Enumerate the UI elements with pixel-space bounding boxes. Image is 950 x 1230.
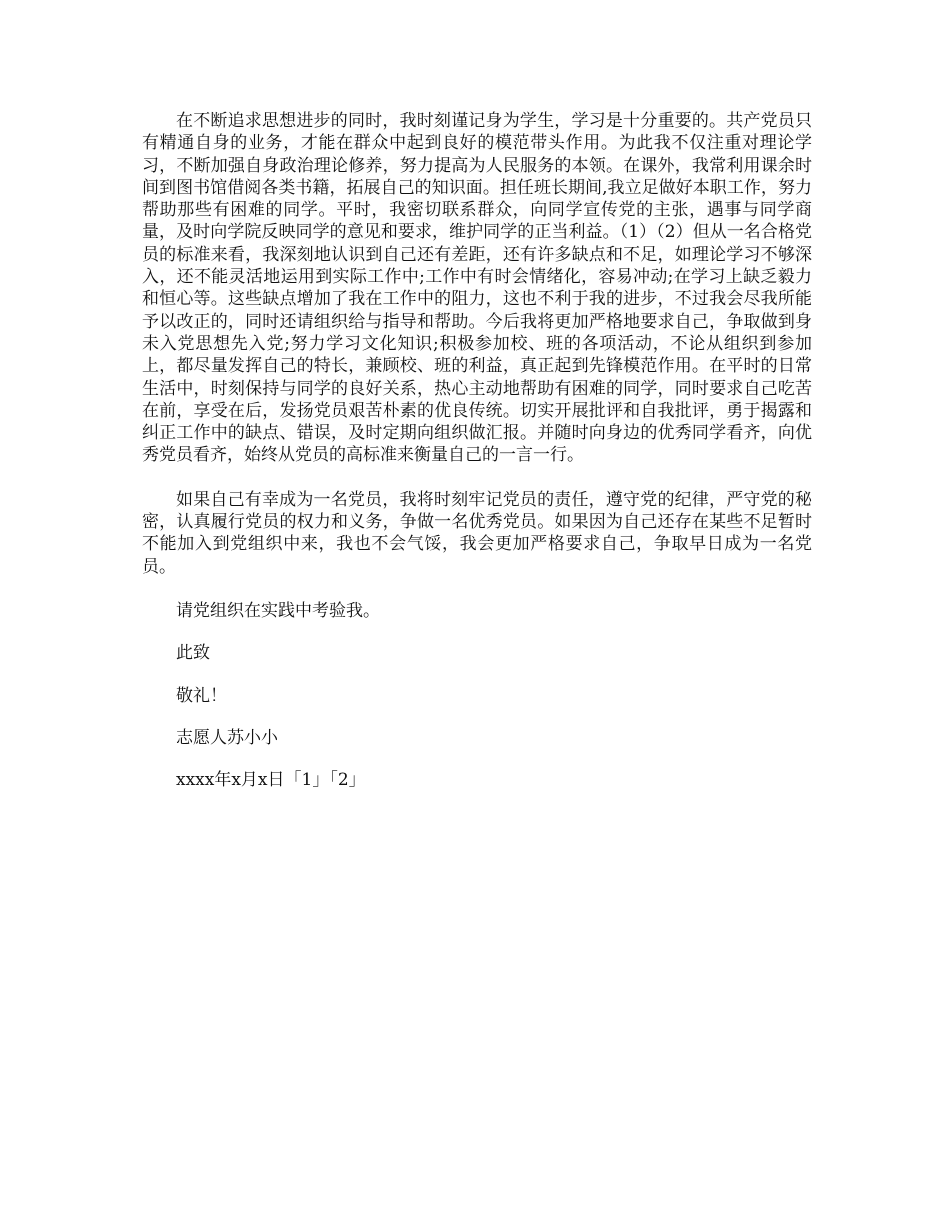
document-page: [142, 110, 812, 791]
body-paragraph-2: 如果自己有幸成为一名党员，我将时刻牢记党员的责任，遵守党的纪律，严守党的秘密，认真履行党员的权力和义务，争做一名优秀党员。如果因为自己还存在某些不足暂时不能加入到党组织中来，我也不会气馁，我会更加严格要求自己，争取早日成为一名党员。: [142, 489, 812, 577]
signature-line: 志愿人苏小小: [176, 727, 278, 748]
body-paragraph-1: 在不断追求思想进步的同时，我时刻谨记身为学生，学习是十分重要的。共产党员只有精通自身的业务，才能在群众中起到良好的模范带头作用。为此我不仅注重对理论学习，不断加强自身政治理论修养，努力提高为人民服务的本领。在课外，我常利用课余时间到图书馆借阅各类书籍，拓展自己的知识面。担任班长期间,我立足做好本职工作，努力帮助那些有困难的同学。平时，我密切联系群众，向同学宣传党的主张，遇事与同学商量，及时向学院反映同学的意见和要求，维护同学的正当利益。（1）（2）但从一名合格党员的标准来看，我深刻地认识到自己还有差距，还有许多缺点和不足，如理论学习不够深入，还不能灵活地运用到实际工作中;工作中有时会情绪化，容易冲动;在学习上缺乏毅力和恒心等。这些缺点增加了我在工作中的阻力，这也不利于我的进步，不过我会尽我所能予以改正的，同时还请组织给与指导和帮助。今后我将更加严格地要求自己，争取做到身未入党思想先入党;努力学习文化知识;积极参加校、班的各项活动，不论从组织到参加上，都尽量发挥自己的特长，兼顾校、班的利益，真正起到先锋模范作用。在平时的日常生活中，时刻保持与同学的良好关系，热心主动地帮助有困难的同学，同时要求自己吃苦在前，享受在后，发扬党员艰苦朴素的优良传统。切实开展批评和自我批评，勇于揭露和纠正工作中的缺点、错误，及时定期向组织做汇报。并随时向身边的优秀同学看齐，向优秀党员看齐，始终从党员的高标准来衡量自己的一言一行。: [142, 111, 812, 466]
regards-line: 敬礼！: [176, 685, 227, 706]
salutation-line: 此致: [176, 643, 210, 664]
date-line: xxxx年x月x日「1」「2」: [176, 770, 366, 791]
request-line: 请党组织在实践中考验我。: [176, 600, 380, 621]
